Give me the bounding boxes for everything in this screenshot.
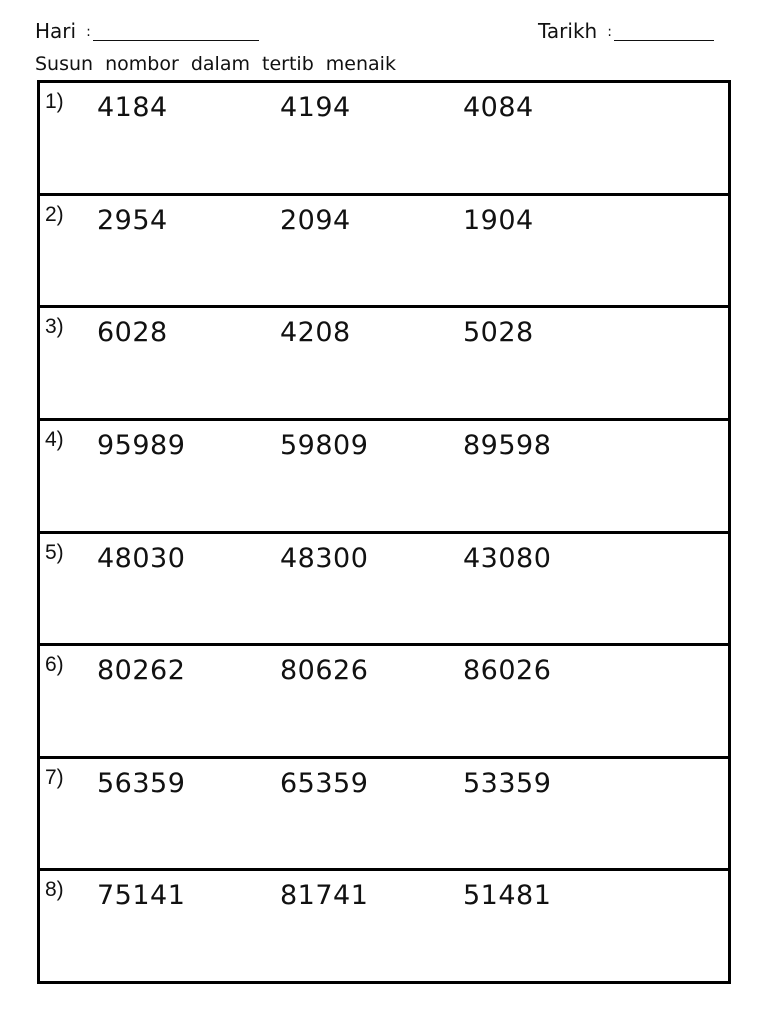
hari-field [35, 16, 259, 47]
question-number: 4084 [463, 92, 534, 123]
question-number: 51481 [463, 880, 552, 912]
question-number: 56359 [97, 767, 186, 799]
question-label: 7) [45, 765, 64, 789]
tarikh-blank-line[interactable] [614, 22, 714, 41]
question-row[interactable] [40, 756, 728, 869]
question-row[interactable] [40, 305, 728, 418]
question-number: 59809 [280, 429, 369, 461]
question-label: 1) [45, 90, 64, 113]
question-number: 89598 [463, 429, 552, 461]
instruction-text: Susun nombor dalam tertib menaik [35, 53, 396, 75]
question-number: 2094 [280, 204, 351, 236]
worksheet-header [0, 16, 768, 46]
question-number: 95989 [97, 429, 186, 461]
tarikh-colon: : [607, 24, 612, 40]
tarikh-field [538, 16, 714, 47]
hari-blank-line[interactable] [93, 22, 259, 41]
question-row[interactable] [40, 643, 728, 756]
hari-label: Hari [35, 19, 77, 43]
question-number: 80262 [97, 655, 186, 687]
question-row[interactable] [40, 868, 728, 981]
question-number: 81741 [280, 880, 369, 912]
question-number: 75141 [97, 880, 186, 912]
question-number: 86026 [463, 655, 552, 687]
question-number: 4194 [280, 92, 351, 123]
question-row[interactable] [40, 418, 728, 531]
question-number: 2954 [97, 204, 168, 236]
question-label: 6) [45, 653, 64, 677]
question-number: 48300 [280, 542, 369, 574]
question-number: 4208 [280, 317, 351, 349]
question-number: 1904 [463, 204, 534, 236]
tarikh-label: Tarikh [538, 19, 598, 43]
question-label: 2) [45, 202, 64, 226]
question-label: 4) [45, 427, 64, 451]
question-label: 3) [45, 315, 64, 339]
question-number: 4184 [97, 92, 168, 123]
question-label: 5) [45, 540, 64, 564]
question-number: 5028 [463, 317, 534, 349]
question-row[interactable] [40, 531, 728, 644]
question-row[interactable] [40, 83, 728, 193]
question-number: 53359 [463, 767, 552, 799]
question-number: 65359 [280, 767, 369, 799]
hari-colon: : [86, 24, 91, 40]
question-table [37, 80, 731, 984]
question-number: 43080 [463, 542, 552, 574]
question-number: 48030 [97, 542, 186, 574]
question-number: 6028 [97, 317, 168, 349]
question-number: 80626 [280, 655, 369, 687]
question-label: 8) [45, 878, 64, 902]
question-row[interactable] [40, 193, 728, 306]
